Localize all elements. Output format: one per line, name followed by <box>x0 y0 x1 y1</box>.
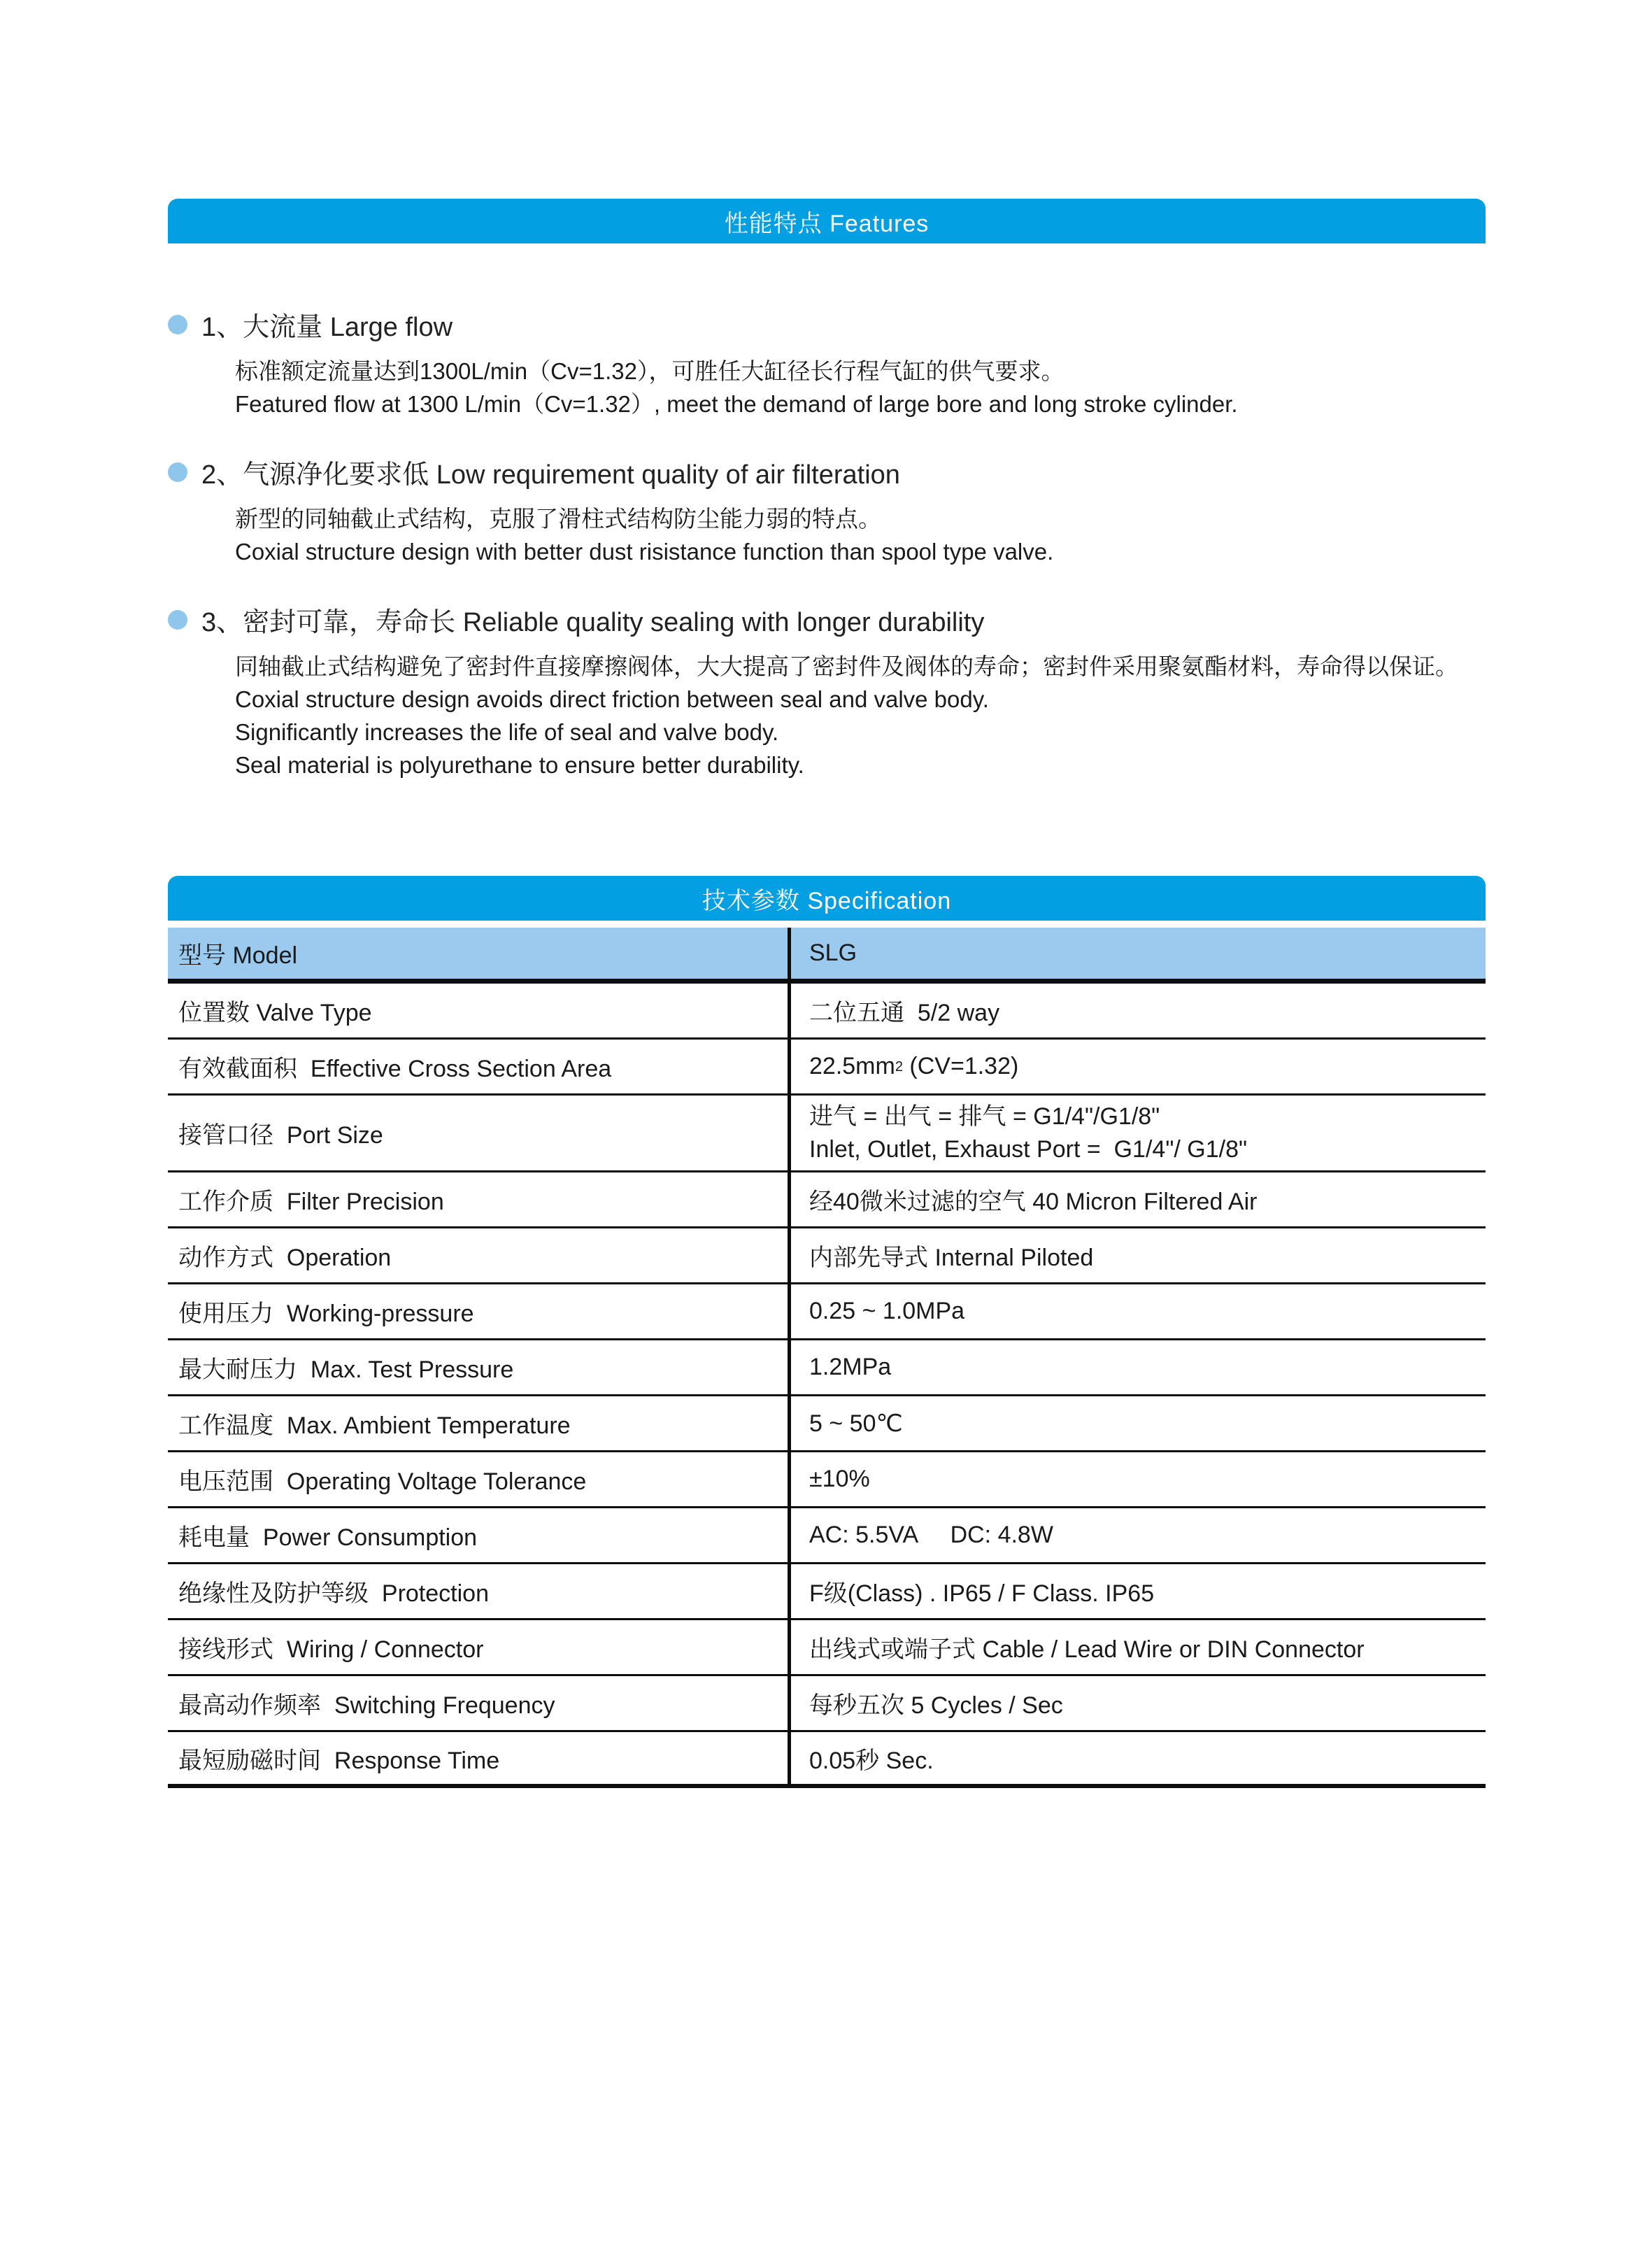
row-label: 最短励磁时间 Response Time <box>178 1747 500 1774</box>
table-row-cross-section-area <box>168 1040 1486 1096</box>
feature-item-large-flow <box>168 305 1486 420</box>
feature-line-en: Seal material is polyurethane to ensure better durability. <box>235 752 804 778</box>
features-section-banner <box>168 199 1486 243</box>
row-label: 耗电量 Power Consumption <box>178 1524 478 1551</box>
feature-line-en: Featured flow at 1300 L/min（Cv=1.32）, meet the demand of large bore and long stroke cylinder. <box>235 391 1238 417</box>
feature-item-reliable-sealing <box>168 600 1486 781</box>
row-label: 绝缘性及防护等级 Protection <box>178 1580 489 1607</box>
feature-head <box>168 453 1486 491</box>
row-label: 位置数 Valve Type <box>178 1000 372 1026</box>
feature-head <box>168 305 1486 343</box>
row-label: 最高动作频率 Switching Frequency <box>178 1692 555 1719</box>
row-value: 每秒五次 5 Cycles / Sec <box>788 1676 1486 1730</box>
table-row-valve-type <box>168 984 1486 1040</box>
table-row-response-time <box>168 1732 1486 1788</box>
row-label: 接管口径 Port Size <box>178 1122 383 1149</box>
table-row-switching-frequency <box>168 1676 1486 1732</box>
feature-head <box>168 600 1486 639</box>
feature-body <box>235 650 1486 781</box>
feature-body <box>235 355 1486 420</box>
row-value: 1.2MPa <box>788 1340 1486 1394</box>
row-label: 动作方式 Operation <box>178 1245 392 1271</box>
feature-title: 1、大流量 Large flow <box>201 313 453 342</box>
table-row-ambient-temperature <box>168 1396 1486 1452</box>
table-row-max-test-pressure <box>168 1340 1486 1396</box>
value-suffix: (CV=1.32) <box>902 1053 1019 1079</box>
row-label: 接线形式 Wiring / Connector <box>178 1636 484 1663</box>
feature-item-air-filteration <box>168 453 1486 568</box>
row-value <box>788 1096 1486 1170</box>
row-label: 工作温度 Max. Ambient Temperature <box>178 1412 571 1439</box>
feature-line-cn: 标准额定流量达到1300L/min（Cv=1.32），可胜任大缸径长行程气缸的供气要求。 <box>235 358 1064 384</box>
row-value: 22.5mm 2 (CV=1.32) <box>788 1040 1486 1093</box>
row-value: 经40微米过滤的空气 40 Micron Filtered Air <box>788 1172 1486 1226</box>
table-header-row <box>168 928 1486 984</box>
row-value: 0.25 ~ 1.0MPa <box>788 1284 1486 1338</box>
row-value: ±10% <box>788 1452 1486 1506</box>
features-list <box>168 305 1486 814</box>
row-value: F级(Class) . IP65 / F Class. IP65 <box>788 1564 1486 1618</box>
table-row-operation <box>168 1228 1486 1284</box>
specification-table <box>168 928 1486 1788</box>
row-value: 二位五通 5/2 way <box>788 984 1486 1037</box>
feature-title: 3、密封可靠，寿命长 Reliable quality sealing with longer durability <box>201 608 985 637</box>
model-label-cell: 型号 Model <box>178 942 298 969</box>
value-line-cn: 进气 = 出气 = 排气 = G1/4"/G1/8" <box>809 1103 1160 1130</box>
table-row-working-pressure <box>168 1284 1486 1340</box>
table-row-filter-precision <box>168 1172 1486 1228</box>
table-row-voltage-tolerance <box>168 1452 1486 1508</box>
specification-section-banner <box>168 876 1486 921</box>
value-prefix: 22.5mm <box>809 1053 895 1079</box>
row-label: 有效截面积 Effective Cross Section Area <box>178 1056 612 1082</box>
feature-title: 2、气源净化要求低 Low requirement quality of air filteration <box>201 460 900 490</box>
row-value: AC: 5.5VA DC: 4.8W <box>788 1508 1486 1562</box>
value-line-en: Inlet, Outlet, Exhaust Port = G1/4"/ G1/8" <box>809 1135 1248 1163</box>
feature-line-en: Coxial structure design with better dust risistance function than spool type valve. <box>235 539 1054 565</box>
bullet-icon <box>168 315 187 334</box>
table-row-power-consumption <box>168 1508 1486 1564</box>
feature-body <box>235 502 1486 568</box>
row-label: 最大耐压力 Max. Test Pressure <box>178 1356 514 1383</box>
row-value: 0.05秒 Sec. <box>788 1732 1486 1784</box>
feature-line-en: Significantly increases the life of seal and valve body. <box>235 719 779 745</box>
feature-line-cn: 同轴截止式结构避免了密封件直接摩擦阀体，大大提高了密封件及阀体的寿命；密封件采用聚氨酯材料，寿命得以保证。 <box>235 653 1458 679</box>
table-row-protection <box>168 1564 1486 1620</box>
bullet-icon <box>168 610 187 630</box>
row-value: 内部先导式 Internal Piloted <box>788 1228 1486 1282</box>
row-label: 电压范围 Operating Voltage Tolerance <box>178 1468 587 1495</box>
specification-banner-title: 技术参数 Specification <box>702 887 952 914</box>
row-value: 5 ~ 50℃ <box>788 1396 1486 1450</box>
row-label: 工作介质 Filter Precision <box>178 1189 444 1215</box>
features-banner-title: 性能特点 Features <box>724 210 930 237</box>
row-value: 出线式或端子式 Cable / Lead Wire or DIN Connector <box>788 1620 1486 1674</box>
feature-line-cn: 新型的同轴截止式结构，克服了滑柱式结构防尘能力弱的特点。 <box>235 506 881 532</box>
model-value-cell: SLG <box>788 928 1486 979</box>
feature-line-en: Coxial structure design avoids direct friction between seal and valve body. <box>235 686 989 712</box>
table-row-wiring-connector <box>168 1620 1486 1676</box>
bullet-icon <box>168 462 187 482</box>
table-row-port-size <box>168 1096 1486 1172</box>
row-label: 使用压力 Working-pressure <box>178 1300 474 1327</box>
